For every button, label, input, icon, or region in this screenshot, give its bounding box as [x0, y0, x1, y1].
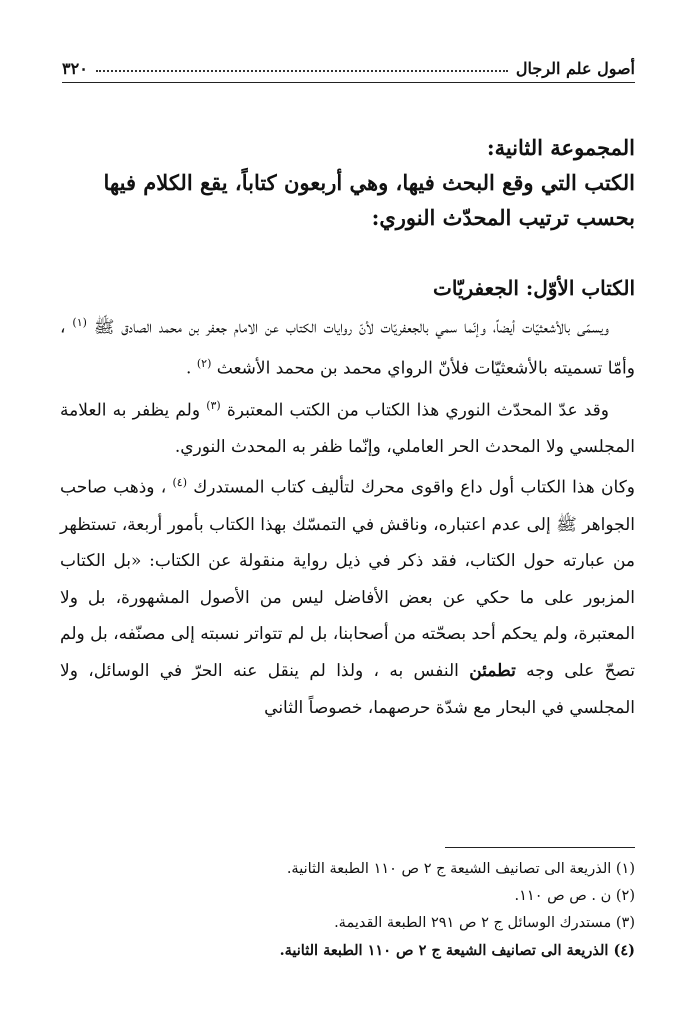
paragraph-3-text-a: وكان هذا الكتاب أول داع واقوى محرك لتأليف كتاب المستدرك [193, 478, 635, 498]
paragraph-1-text-a: ويسمّى بالأشعثيّات أيضاً، وإنّما سمي بالجعفريّات لأنّ روايات الكتاب عن الامام جعفر بن محمد الصادق [121, 317, 609, 338]
honorific-symbol: ﷺ [93, 317, 115, 338]
paragraph-1-text-c: . [186, 358, 192, 379]
footnote-3: (٣) مستدرك الوسائل ج ٢ ص ٢٩١ الطبعة القديمة. [334, 915, 635, 931]
group-description-line-1: الكتب التي وقع البحث فيها، وهي أربعون كتاباً، يقع الكلام فيها [103, 170, 635, 195]
footnote-ref-2: (٢) [196, 357, 212, 371]
paragraph-2 [60, 388, 635, 466]
group-description-line-2: بحسب ترتيب المحدّث النوري: [371, 205, 635, 230]
paragraph-2-text-a: وقد عدّ المحدّث النوري هذا الكتاب من الكتب المعتبرة [226, 400, 610, 421]
footnote-ref-1: (١) [72, 316, 87, 329]
paragraph-1-text-b: ، وأمّا تسميته بالأشعثيّات فلأنّ الرواي محمد بن محمد الأشعث [60, 317, 635, 379]
section-title: الكتاب الأوّل: الجعفريّات [433, 276, 635, 300]
group-heading: المجموعة الثانية: [486, 135, 635, 160]
footnotes [62, 856, 635, 964]
main-text [60, 122, 635, 726]
paragraph-3-text-b: ، وذهب صاحب الجواهر [60, 478, 636, 535]
footnote-4: (٤) الذريعة الى تصانيف الشيعة ج ٢ ص ١١٠ الطبعة الثانية. [279, 942, 635, 959]
header-book-title: أصول علم الرجال [515, 59, 635, 78]
page-number: ٣٢٠ [62, 59, 88, 78]
footnote-separator [445, 847, 635, 848]
paragraph-1 [60, 305, 635, 388]
bold-word: تطمئن [469, 660, 516, 681]
running-header [62, 52, 635, 83]
footnote-ref-3: (٣) [206, 398, 221, 412]
paragraph-3-text-d: النفس به ، ولذا لم ينقل عنه الحرّ في الوسائل، ولا المجلسي في البحار مع شدّة حرصهما، خصوصاً الثاني [60, 660, 635, 718]
header-dot-leader [96, 70, 508, 72]
footnote-1: (١) الذريعة الى تصانيف الشيعة ج ٢ ص ١١٠ الطبعة الثانية. [286, 861, 635, 877]
footnote-ref-4: (٤) [172, 476, 188, 490]
honorific-symbol: ﷺ [556, 514, 577, 535]
paragraph-2-text-b: ولم يظفر به العلامة المجلسي ولا المحدث الحر العاملي، وإنّما ظفر به المحدث النوري. [60, 400, 635, 457]
paragraph-3-text-c: إلى عدم اعتباره، وناقش في التمسّك بهذا الكتاب بأمور أربعة، تستظهر من عبارته حول الكتاب، فقد ذكر في ذيل رواية منقولة عن الكتاب: «بل الكتاب المزبور على ما حكي عن بعض الأفاضل ليس من الأصول المشهورة، بل ولا المعتبرة، ولم يحكم أحد بصحّته من أصحابنا، بل لم تتواتر نسبته إلى مصنّفه، بل ولم تصحّ على وجه [60, 514, 636, 681]
paragraph-3 [60, 465, 635, 726]
footnote-2: (٢) ن . ص ص ١١٠. [514, 888, 635, 904]
